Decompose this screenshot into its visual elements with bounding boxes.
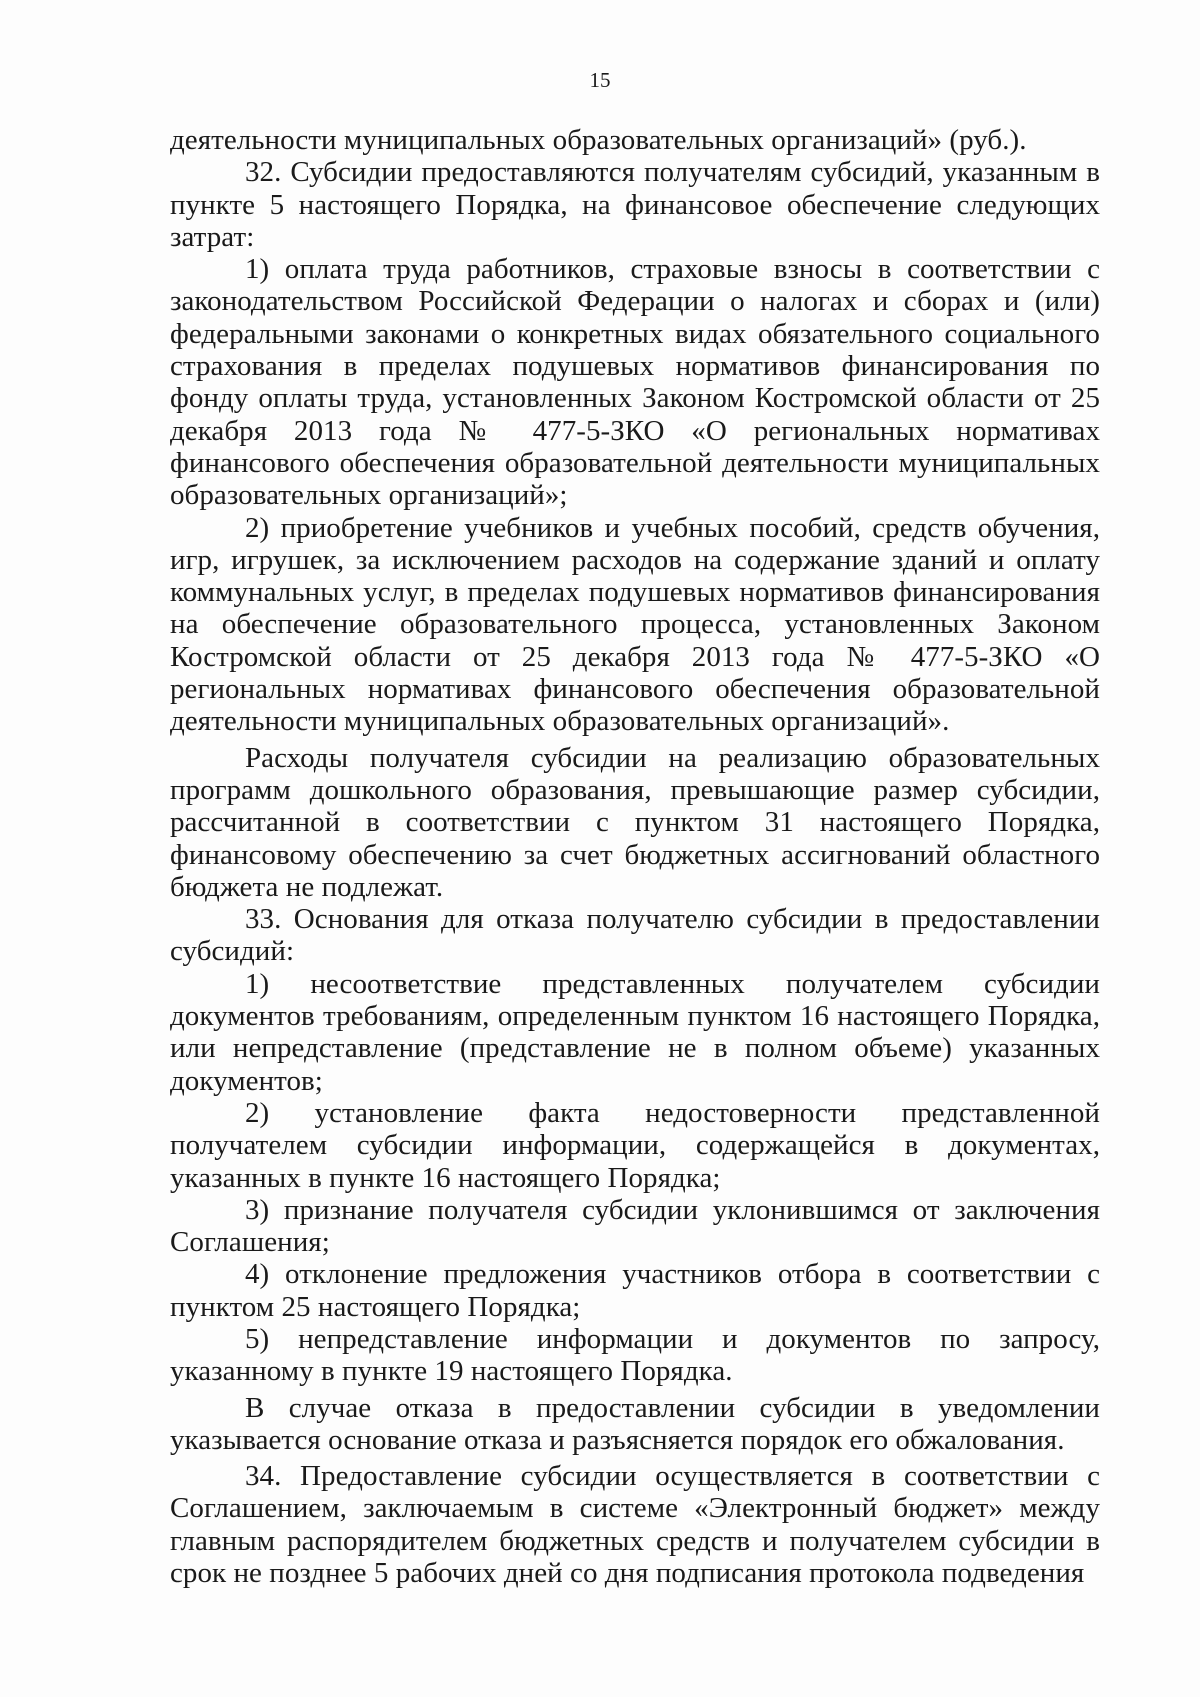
paragraph: 5) непредставление информации и документов по запросу, указанному в пункте 19 настоящего Порядка. [170, 1322, 1100, 1388]
paragraph: 2) установление факта недостоверности представленной получателем субсидии информации, содержащейся в документах, указанных в пункте 16 настоящего Порядка; [170, 1096, 1100, 1194]
paragraph: деятельности муниципальных образовательных организаций» (руб.). [170, 124, 1027, 156]
paragraph: 32. Субсидии предоставляются получателям субсидий, указанным в пункте 5 настоящего Порядка, на финансовое обеспечение следующих затрат: [170, 156, 1100, 253]
paragraph: 1) оплата труда работников, страховые взносы в соответствии с законодательством Российской Федерации о налогах и сборах и (или) федеральными законами о конкретных видах обязательного социального страхования в пределах подушевых нормативов финансирования по фонду оплаты труда, установленных Законом Костромской области от 25 декабря 2013 года № 477-5-ЗКО «О региональных нормативах финансового обеспечения образовательной деятельности муниципальных образовательных организаций»; [170, 253, 1100, 512]
paragraph: 3) признание получателя субсидии уклонившимся от заключения Соглашения; [170, 1193, 1100, 1259]
paragraph: 1) несоответствие представленных получателем субсидии документов требованиям, определенным пунктом 16 настоящего Порядка, или непредставление (представление не в полном объеме) указанных документов; [170, 967, 1100, 1097]
paragraph: Расходы получателя субсидии на реализацию образовательных программ дошкольного образования, превышающие размер субсидии, рассчитанной в соответствии с пунктом 31 настоящего Порядка, финансовому обеспечению за счет бюджетных ассигнований областного бюджета не подлежат. [170, 741, 1100, 903]
page-number: 15 [589, 68, 611, 92]
document-body [170, 124, 1100, 1589]
paragraph: 33. Основания для отказа получателю субсидии в предоставлении субсидий: [170, 903, 1100, 968]
paragraph: 2) приобретение учебников и учебных пособий, средств обучения, игр, игрушек, за исключением расходов на содержание зданий и оплату коммунальных услуг, в пределах подушевых нормативов финансирования на обеспечение образовательного процесса, установленных Законом Костромской области от 25 декабря 2013 года № 477-5-ЗКО «О региональных нормативах финансового обеспечения образовательной деятельности муниципальных образовательных организаций». [170, 511, 1100, 738]
paragraph: 34. Предоставление субсидии осуществляется в соответствии с Соглашением, заключаемым в системе «Электронный бюджет» между главным распорядителем бюджетных средств и получателем субсидии в срок не позднее 5 рабочих дней со дня подписания протокола подведения [170, 1460, 1100, 1590]
paragraph: В случае отказа в предоставлении субсидии в уведомлении указывается основание отказа и разъясняется порядок его обжалования. [170, 1391, 1100, 1456]
paragraph: 4) отклонение предложения участников отбора в соответствии с пунктом 25 настоящего Порядка; [170, 1258, 1100, 1323]
